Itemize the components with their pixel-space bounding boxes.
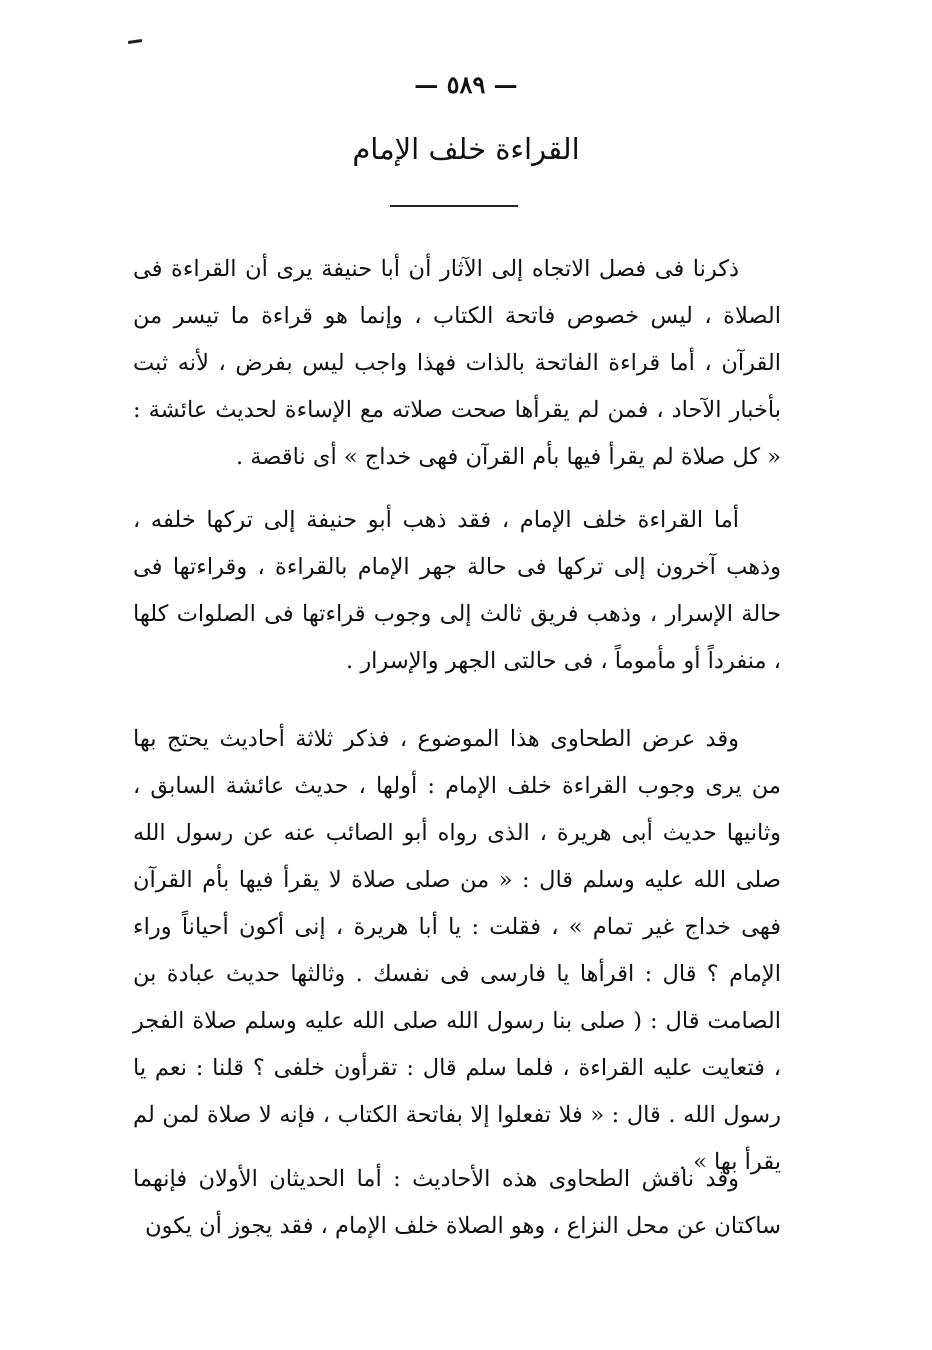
paragraph-4-container [133,1156,781,1250]
paragraph: أما القراءة خلف الإمام ، فقد ذهب أبو حنيفة إلى تركها خلفه ، وذهب آخرون إلى تركها فى حالة جهر الإمام بالقراءة ، وقراءتها فى حالة الإسرار ، وذهب فريق ثالث إلى وجوب قراءتها فى الصلوات كلها ، منفرداً أو مأموماً ، فى حالتى الجهر والإسرار . [133,507,781,674]
paragraph: وقد عرض الطحاوى هذا الموضوع ، فذكر ثلاثة أحاديث يحتج بها من يرى وجوب القراءة خلف الإمام : أولها ، حديث عائشة السابق ، وثانيها حديث أبى هريرة ، الذى رواه أبو الصائب عنه عن رسول الله صلى الله عليه وسلم قال : « من صلى صلاة لا يقرأ فيها بأم القرآن فهى خداج غير تمام » ، فقلت : يا أبا هريرة ، إنى أكون أحياناً وراء الإمام ؟ قال : اقرأها يا فارسى فى نفسك . وثالثها حديث عبادة بن الصامت قال : ( صلى بنا رسول الله صلى الله عليه وسلم صلاة الفجر ، فتعايت عليه القراءة ، فلما سلم قال : تقرأون خلفى ؟ قلنا : نعم يا رسول الله . قال : « فلا تفعلوا إلا بفاتحة الكتاب ، فإنه لا صلاة لمن لم يقرأ بها » . [133,726,781,1175]
paragraph-2-container [133,497,781,685]
paragraph-1-container [133,246,781,481]
ink-mark [128,39,142,44]
title-divider [390,205,518,207]
chapter-title: القراءة خلف الإمام [352,132,580,166]
page-number: — ٥٨٩ — [414,70,518,99]
paragraph: ذكرنا فى فصل الاتجاه إلى الآثار أن أبا حنيفة يرى أن القراءة فى الصلاة ، ليس خصوص فاتحة الكتاب ، وإنما هو قراءة ما تيسر من القرآن ، أما قراءة الفاتحة بالذات فهذا واجب ليس بفرض ، لأنه ثبت بأخبار الآحاد ، فمن لم يقرأها صحت صلاته مع الإساءة لحديث عائشة : « كل صلاة لم يقرأ فيها بأم القرآن فهى خداج » أى ناقصة . [133,256,781,470]
paragraph-3-container [133,716,781,1186]
paragraph: وقد ناقش الطحاوى هذه الأحاديث : أما الحديثان الأولان فإنهما ساكتان عن محل النزاع ، وهو الصلاة خلف الإمام ، فقد يجوز أن يكون [133,1166,781,1239]
